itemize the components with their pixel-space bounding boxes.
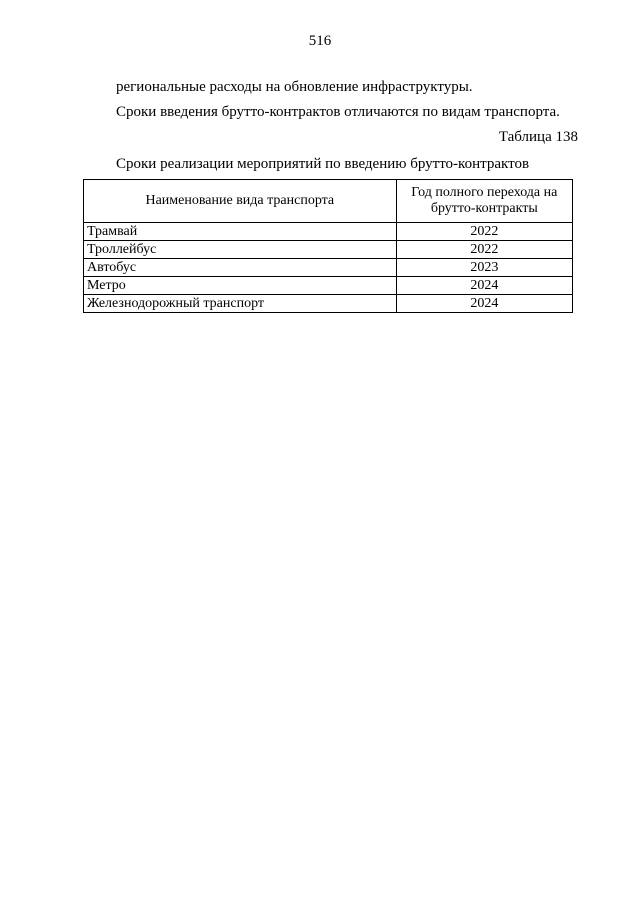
transport-type-cell: Метро — [84, 277, 397, 295]
transition-year-cell: 2024 — [396, 277, 572, 295]
transport-type-cell: Автобус — [84, 259, 397, 277]
transition-year-cell: 2022 — [396, 241, 572, 259]
transport-table — [83, 179, 573, 313]
table-row — [84, 259, 573, 277]
paragraph-text: Сроки введения брутто-контрактов отличаются по видам транспорта. — [116, 104, 560, 120]
table-title: Сроки реализации мероприятий по введению брутто-контрактов — [116, 156, 530, 172]
transport-type-cell: Железнодорожный транспорт — [84, 295, 397, 313]
transport-type-cell: Трамвай — [84, 223, 397, 241]
transition-year-cell: 2023 — [396, 259, 572, 277]
column-header-transition-year: Год полного перехода на брутто-контракты — [396, 180, 572, 223]
table-number: Таблица 138 — [498, 129, 578, 145]
paragraph-text: региональные расходы на обновление инфраструктуры. — [116, 79, 473, 95]
table-row — [84, 241, 573, 259]
page-number: 516 — [308, 33, 332, 49]
table-row — [84, 295, 573, 313]
transition-year-cell: 2024 — [396, 295, 572, 313]
transport-type-cell: Троллейбус — [84, 241, 397, 259]
column-header-transport-type: Наименование вида транспорта — [84, 180, 397, 223]
table-header-row — [84, 180, 573, 223]
table-row — [84, 223, 573, 241]
transition-year-cell: 2022 — [396, 223, 572, 241]
table-row — [84, 277, 573, 295]
